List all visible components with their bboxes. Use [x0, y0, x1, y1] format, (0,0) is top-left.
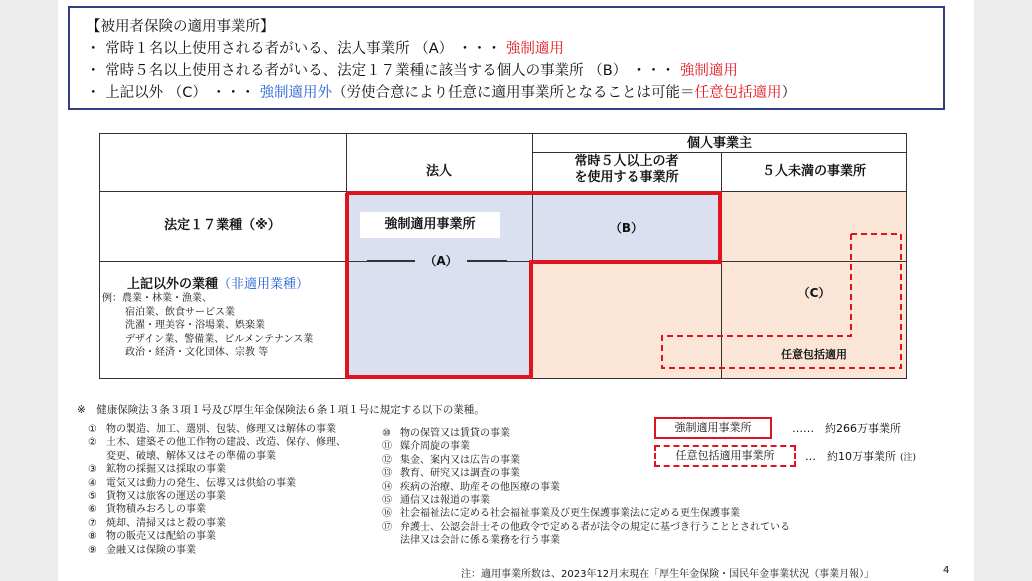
voluntary-region-outline: [662, 234, 901, 368]
header-corporation: 法人: [425, 164, 452, 179]
list-item: 法律又は会計に係る業務を行う事業: [400, 535, 560, 547]
list-item: ⑤ 貨物又は旅客の運送の事業: [88, 491, 226, 503]
legend-voluntary-box: 任意包括適用事業所: [654, 445, 796, 467]
header-5-or-more: 常時５人以上の者 を使用する事業所: [574, 154, 679, 185]
list-item: 変更、破壊、解体又はその準備の事業: [106, 450, 276, 462]
summary-box: [68, 6, 945, 110]
summary-heading: 【被用者保険の適用事業所】: [86, 19, 275, 35]
list-item: ① 物の製造、加工、選別、包装、修理又は解体の事業: [88, 424, 336, 435]
list-item: ⑰ 弁護士、公認会計士その他政令で定める者が法令の規定に基づき行うこととされている: [382, 521, 790, 533]
coverage-table: [99, 133, 907, 378]
footer-note: 注：適用事業所数は、2023年12月末現在「厚生年金保険・国民年金事業状況（事業月報）」: [461, 569, 875, 580]
list-item: ⑪ 媒介周旋の事業: [382, 441, 470, 453]
status-mandatory-a: 強制適用: [505, 41, 564, 57]
label-c: （C）: [797, 286, 831, 300]
status-non-mandatory: 強制適用外: [259, 85, 333, 101]
list-item: ④ 電気又は動力の発生、伝導又は供給の事業: [88, 477, 296, 489]
status-voluntary: 任意包括適用: [694, 85, 782, 101]
industry-list-left: [88, 423, 346, 557]
voluntary-inclusion-label: 任意包括適用: [781, 348, 847, 361]
legend-voluntary-count: … 約10万事業所 (注): [805, 450, 917, 463]
list-item: ⑥ 貨物積みおろしの事業: [88, 504, 206, 516]
list-item: ⑭ 疾病の治療、助産その他医療の事業: [382, 481, 560, 493]
right-margin-bar: [974, 0, 1032, 581]
left-margin-bar: [0, 0, 58, 581]
mandatory-establishment-label: 強制適用事業所: [360, 212, 500, 238]
label-b: （B）: [609, 221, 644, 235]
non-applicable-label: （非適用業種）: [218, 277, 310, 292]
mandatory-region-outline: [99, 133, 907, 381]
list-item: ⑯ 社会福祉法に定める社会福祉事業及び更生保護事業法に定める更生保護事業: [382, 508, 740, 520]
legend-mandatory-box: 強制適用事業所: [654, 417, 772, 439]
list-item: ⑫ 集金、案内又は広告の事業: [382, 454, 520, 466]
list-item: ⑦ 焼却、清掃又はと殺の事業: [88, 517, 226, 529]
row-label-17-industries: 法定１７業種（※）: [164, 218, 281, 233]
list-item: ⑧ 物の販売又は配給の事業: [88, 531, 216, 543]
summary-line-c: ・ 上記以外 （C） ・・・ 強制適用外（労使合意により任意に適用事業所となることは可能＝任意包括適用）: [86, 85, 797, 101]
list-item: ③ 鉱物の採掘又は採取の事業: [88, 464, 226, 476]
page-number: 4: [943, 565, 950, 576]
list-item: ⑬ 教育、研究又は調査の事業: [382, 468, 520, 480]
header-under-5: ５人未満の事業所: [761, 164, 866, 179]
label-a: （A）: [415, 252, 467, 269]
row-label-other-industries: 上記以外の業種（非適用業種）: [127, 277, 310, 292]
status-mandatory-b: 強制適用: [679, 63, 738, 79]
summary-line-a: ・ 常時１名以上使用される者がいる、法人事業所 （A） ・・・ 強制適用: [86, 41, 564, 57]
list-item: ⑨ 金融又は保険の事業: [88, 544, 196, 556]
list-item: ⑩ 物の保管又は賃貸の事業: [382, 428, 510, 439]
header-sole-proprietor: 個人事業主: [686, 136, 752, 151]
legend-mandatory-count: …… 約266万事業所: [792, 422, 901, 435]
summary-line-b: ・ 常時５名以上使用される者がいる、法定１７業種に該当する個人の事業所 （B） ・・・ 強制適用: [86, 63, 738, 79]
note-title: ※ 健康保険法３条３項１号及び厚生年金保険法６条１項１号に規定する以下の業種。: [77, 404, 485, 416]
industry-examples: 例：農業・林業・漁業、 宿泊業、飲食サービス業 洗濯・理美容・浴場業、娯楽業 デザイン業、警備業、ビルメンテナンス業 政治・経済・文化団体、宗教 等: [102, 293, 314, 359]
list-item: ② 土木、建築その他工作物の建設、改造、保存、修理、: [88, 437, 346, 449]
list-item: ⑮ 通信又は報道の事業: [382, 495, 490, 507]
